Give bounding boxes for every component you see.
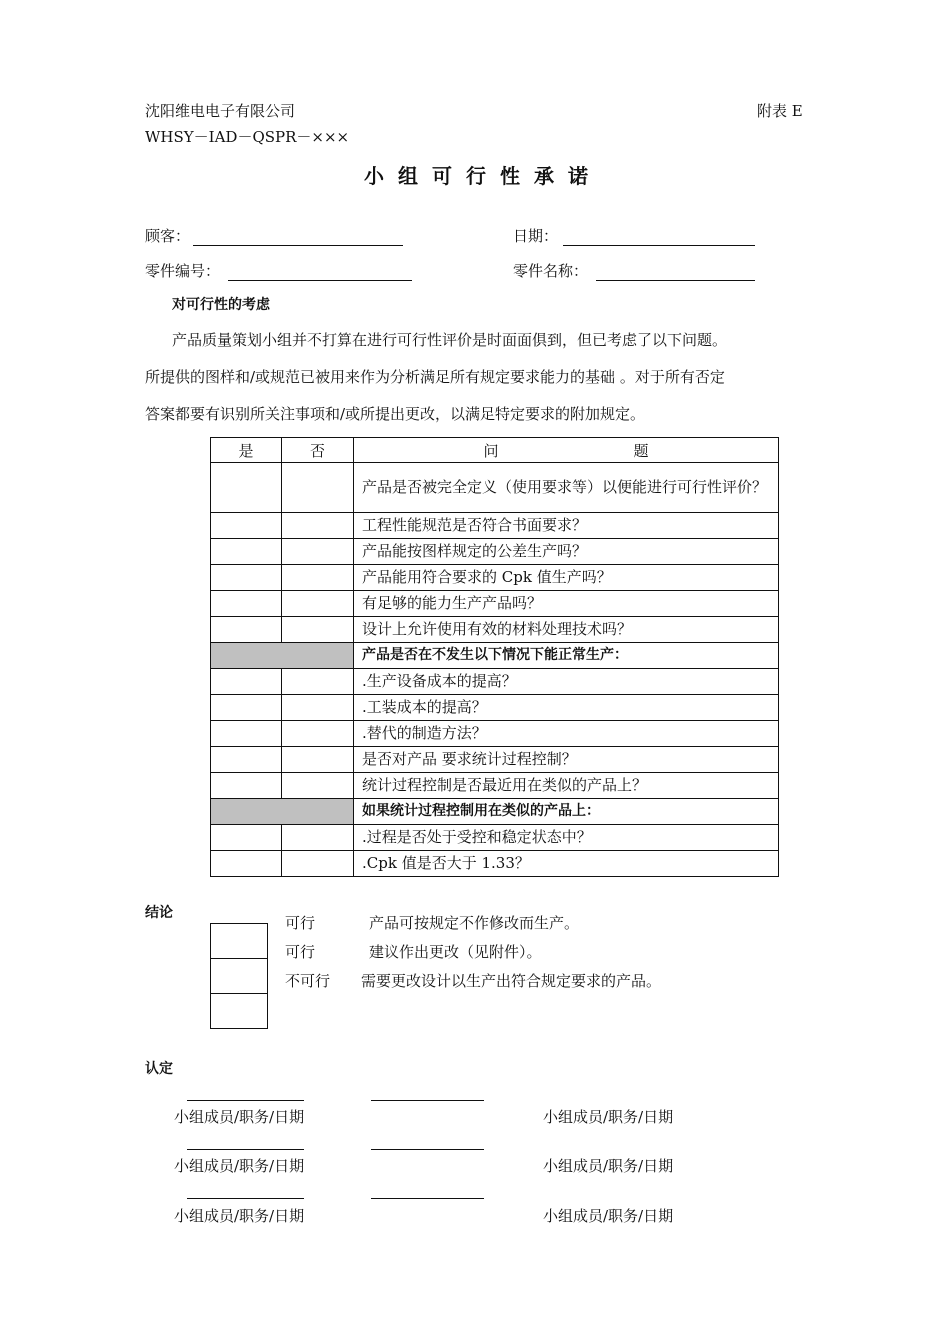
question-cell: .Cpk 值是否大于 1.33？ bbox=[354, 851, 779, 877]
question-cell: .生产设备成本的提高？ bbox=[354, 669, 779, 695]
yes-cell[interactable] bbox=[211, 591, 282, 617]
conclusion-checkbox-2[interactable] bbox=[210, 958, 268, 994]
conclusion-checkbox-3[interactable] bbox=[210, 993, 268, 1029]
signature-label: 小组成员/职务/日期 bbox=[174, 1207, 305, 1225]
question-header: 问 题 bbox=[354, 438, 779, 463]
table-row bbox=[211, 591, 779, 617]
conclusion-option-desc: 需要更改设计以生产出符合规定要求的产品。 bbox=[361, 972, 662, 990]
conclusion-option-label: 可行 bbox=[285, 943, 316, 961]
signature-line[interactable] bbox=[371, 1149, 484, 1150]
yes-cell[interactable] bbox=[211, 695, 282, 721]
no-cell[interactable] bbox=[282, 463, 354, 513]
question-cell: .替代的制造方法？ bbox=[354, 721, 779, 747]
no-cell[interactable] bbox=[282, 591, 354, 617]
consider-line-1: 产品质量策划小组并不打算在进行可行性评价是时面面俱到，但已考虑了以下问题。 bbox=[172, 331, 728, 349]
part-name-field[interactable] bbox=[596, 280, 755, 281]
conclusion-checkbox-1[interactable] bbox=[210, 923, 268, 959]
signature-label: 小组成员/职务/日期 bbox=[543, 1157, 674, 1175]
yes-cell[interactable] bbox=[211, 773, 282, 799]
table-header-row bbox=[211, 438, 779, 463]
no-cell[interactable] bbox=[282, 851, 354, 877]
signature-label: 小组成员/职务/日期 bbox=[543, 1207, 674, 1225]
yes-cell[interactable] bbox=[211, 851, 282, 877]
signature-label: 小组成员/职务/日期 bbox=[543, 1108, 674, 1126]
yes-cell[interactable] bbox=[211, 669, 282, 695]
document-number: WHSY－IAD－QSPR－××× bbox=[145, 128, 350, 146]
appendix-label: 附表 E bbox=[757, 102, 803, 120]
yes-cell[interactable] bbox=[211, 721, 282, 747]
page-title: 小组可行性承诺 bbox=[364, 164, 602, 188]
signature-line[interactable] bbox=[371, 1100, 484, 1101]
no-cell[interactable] bbox=[282, 747, 354, 773]
table-row bbox=[211, 695, 779, 721]
question-cell: .工装成本的提高？ bbox=[354, 695, 779, 721]
question-cell: 产品是否在不发生以下情况下能正常生产： bbox=[354, 643, 779, 669]
conclusion-option-label: 可行 bbox=[285, 914, 316, 932]
table-row bbox=[211, 617, 779, 643]
question-cell: 产品能用符合要求的 Cpk 值生产吗？ bbox=[354, 565, 779, 591]
table-section-row bbox=[211, 643, 779, 669]
yes-cell[interactable] bbox=[211, 463, 282, 513]
question-cell: 产品能按图样规定的公差生产吗？ bbox=[354, 539, 779, 565]
table-row bbox=[211, 721, 779, 747]
no-cell[interactable] bbox=[282, 669, 354, 695]
consider-line-3: 答案都要有识别所关注事项和/或所提出更改，以满足特定要求的附加规定。 bbox=[145, 405, 646, 423]
yes-cell[interactable] bbox=[211, 513, 282, 539]
signature-line[interactable] bbox=[187, 1149, 304, 1150]
conclusion-heading: 结论 bbox=[145, 905, 173, 921]
question-cell: 设计上允许使用有效的材料处理技术吗？ bbox=[354, 617, 779, 643]
approval-heading: 认定 bbox=[145, 1061, 173, 1077]
yes-cell[interactable] bbox=[211, 565, 282, 591]
table-row bbox=[211, 539, 779, 565]
part-name-label: 零件名称： bbox=[513, 262, 589, 280]
table-row bbox=[211, 669, 779, 695]
signature-line[interactable] bbox=[187, 1100, 304, 1101]
no-cell[interactable] bbox=[282, 721, 354, 747]
yes-cell[interactable] bbox=[211, 747, 282, 773]
table-row bbox=[211, 463, 779, 513]
question-cell: 如果统计过程控制用在类似的产品上： bbox=[354, 799, 779, 825]
conclusion-option-desc: 产品可按规定不作修改而生产。 bbox=[369, 914, 580, 932]
question-cell: 是否对产品 要求统计过程控制？ bbox=[354, 747, 779, 773]
yes-header: 是 bbox=[211, 438, 282, 463]
no-header: 否 bbox=[282, 438, 354, 463]
feasibility-table bbox=[210, 437, 779, 877]
yes-cell[interactable] bbox=[211, 825, 282, 851]
company-name: 沈阳维电电子有限公司 bbox=[145, 102, 296, 120]
table-row bbox=[211, 825, 779, 851]
customer-field[interactable] bbox=[193, 245, 403, 246]
table-row bbox=[211, 747, 779, 773]
table-section-row bbox=[211, 799, 779, 825]
conclusion-option-label: 不可行 bbox=[285, 972, 331, 990]
no-cell[interactable] bbox=[282, 513, 354, 539]
question-cell: 工程性能规范是否符合书面要求？ bbox=[354, 513, 779, 539]
question-cell: 有足够的能力生产产品吗？ bbox=[354, 591, 779, 617]
signature-line[interactable] bbox=[371, 1198, 484, 1199]
signature-line[interactable] bbox=[187, 1198, 304, 1199]
question-cell: 产品是否被完全定义（使用要求等）以便能进行可行性评价？ bbox=[354, 463, 779, 513]
no-cell[interactable] bbox=[282, 773, 354, 799]
no-cell[interactable] bbox=[282, 825, 354, 851]
question-cell: 统计过程控制是否最近用在类似的产品上？ bbox=[354, 773, 779, 799]
consider-heading: 对可行性的考虑 bbox=[172, 297, 270, 313]
customer-label: 顾客： bbox=[145, 227, 191, 245]
date-label: 日期： bbox=[513, 227, 559, 245]
consider-line-2: 所提供的图样和/或规范已被用来作为分析满足所有规定要求能力的基础 。对于所有否定 bbox=[145, 368, 725, 386]
shaded-cell bbox=[211, 643, 354, 669]
yes-cell[interactable] bbox=[211, 539, 282, 565]
table-row bbox=[211, 773, 779, 799]
no-cell[interactable] bbox=[282, 539, 354, 565]
no-cell[interactable] bbox=[282, 565, 354, 591]
conclusion-option-desc: 建议作出更改（见附件）。 bbox=[369, 943, 542, 961]
table-row bbox=[211, 513, 779, 539]
part-number-label: 零件编号： bbox=[145, 262, 221, 280]
table-row bbox=[211, 565, 779, 591]
part-number-field[interactable] bbox=[228, 280, 412, 281]
no-cell[interactable] bbox=[282, 617, 354, 643]
shaded-cell bbox=[211, 799, 354, 825]
no-cell[interactable] bbox=[282, 695, 354, 721]
question-cell: .过程是否处于受控和稳定状态中？ bbox=[354, 825, 779, 851]
signature-label: 小组成员/职务/日期 bbox=[174, 1157, 305, 1175]
date-field[interactable] bbox=[563, 245, 755, 246]
table-row bbox=[211, 851, 779, 877]
yes-cell[interactable] bbox=[211, 617, 282, 643]
signature-label: 小组成员/职务/日期 bbox=[174, 1108, 305, 1126]
